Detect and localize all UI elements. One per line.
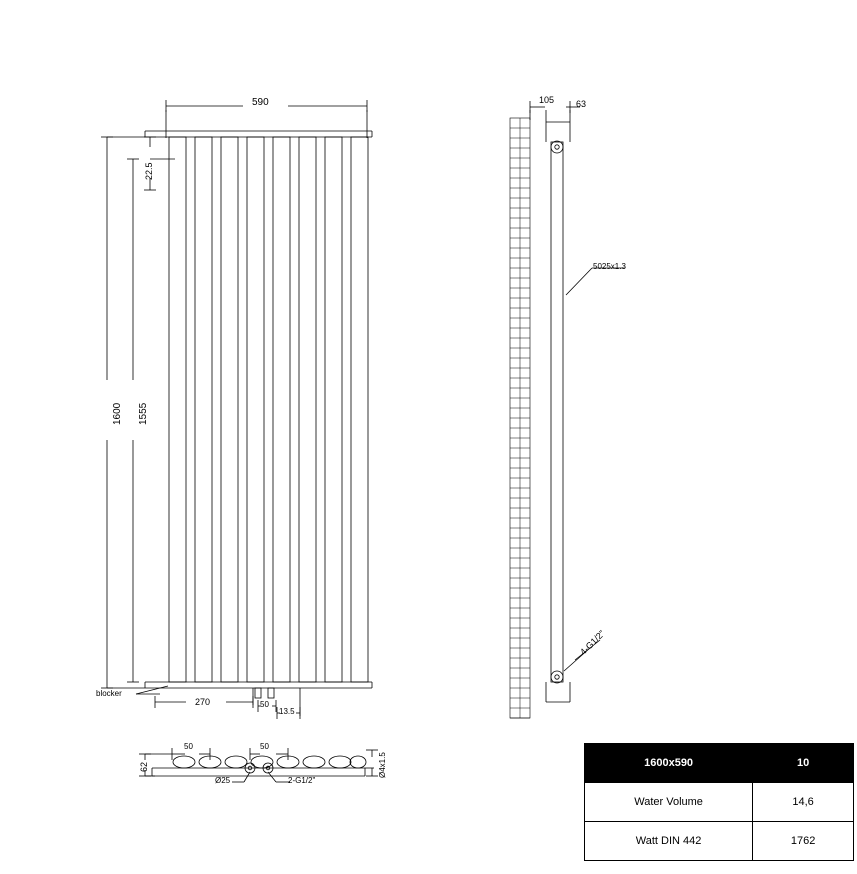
front-bottom-dimension-270: 270	[195, 697, 211, 707]
table-row	[585, 744, 854, 783]
side-panel-dimension: 63	[576, 99, 587, 109]
spec-watt-value: 1762	[753, 822, 854, 861]
spec-water-volume-value: 14,6	[753, 783, 854, 822]
spec-water-volume-label: Water Volume	[585, 783, 753, 822]
side-depth-dimension: 105	[539, 95, 555, 105]
spec-watt-label: Watt DIN 442	[585, 822, 753, 861]
blocker-label: blocker	[96, 689, 122, 698]
connection-thread-label: 4-G1/2"	[578, 628, 607, 658]
front-top-offset-dimension: 22.5	[144, 162, 154, 180]
bottom-thread-label: 2-G1/2"	[288, 776, 316, 785]
bottom-bracket-dimension: Ø4x1.5	[378, 752, 387, 778]
specification-table	[584, 743, 854, 861]
table-row	[585, 822, 854, 861]
front-overall-height-dimension: 1600	[112, 402, 123, 425]
bottom-hole-diameter: Ø25	[215, 776, 231, 785]
bottom-pitch-dimension-2: 50	[260, 742, 269, 751]
spec-size-value: 10	[753, 744, 854, 783]
bottom-pitch-dimension-1: 50	[184, 742, 193, 751]
front-bottom-dimension-13-5: 13.5	[279, 707, 295, 716]
spec-size-label: 1600x590	[585, 744, 753, 783]
front-width-dimension: 590	[252, 97, 269, 108]
table-row	[585, 783, 854, 822]
front-inner-height-dimension: 1555	[138, 402, 149, 425]
bottom-height-dimension: 62	[139, 761, 149, 772]
front-bottom-dimension-50: 50	[260, 700, 269, 709]
tube-size-label: 5025x1.3	[593, 262, 626, 271]
